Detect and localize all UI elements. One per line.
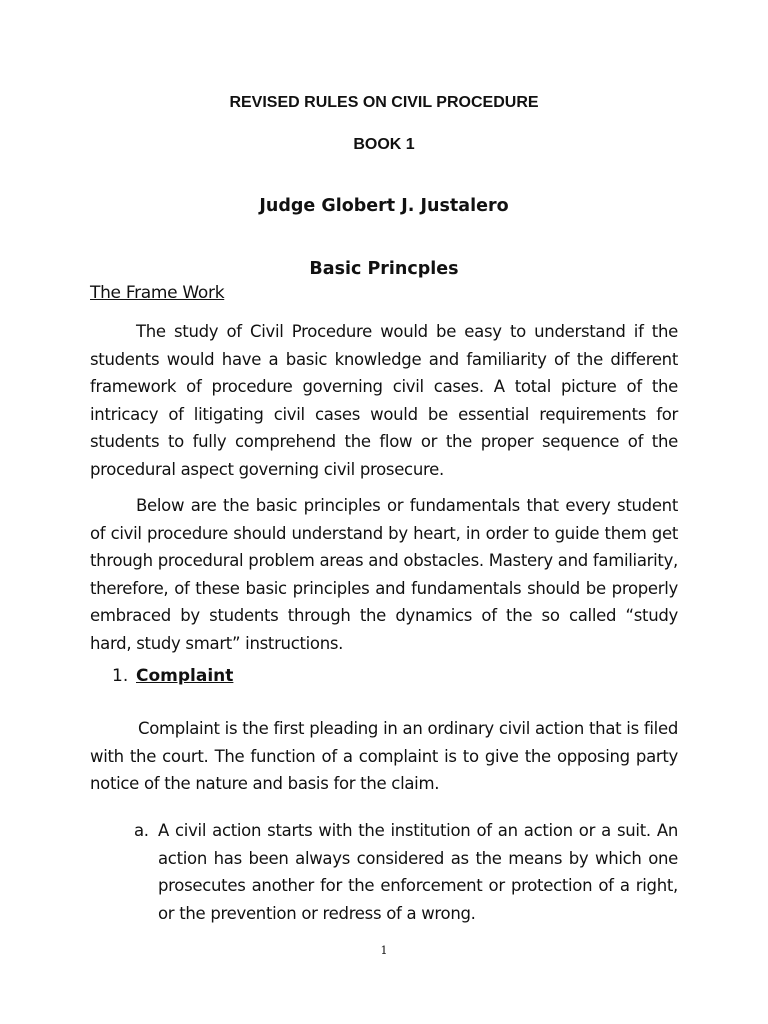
document-title: REVISED RULES ON CIVIL PROCEDURE	[229, 94, 539, 111]
subheading-frame-work: The Frame Work	[90, 283, 225, 303]
sub-list-item	[134, 817, 678, 927]
list-number: 1.	[112, 666, 129, 686]
paragraph-intro: The study of Civil Procedure would be easy to understand if the students would have a basic knowledge and familiarity of the different framework of procedure governing civil cases. A total picture of the intricacy of litigating civil cases would be essential requirements for students to fully comprehend the flow or the proper sequence of the procedural aspect governing civil prosecure.	[90, 322, 678, 479]
page-number: 1	[380, 944, 388, 957]
paragraph-complaint: Complaint is the first pleading in an ordinary civil action that is filed with the court. The function of a complaint is to give the opposing party notice of the nature and basis for the claim.	[90, 719, 678, 793]
list-item-complaint	[112, 666, 233, 686]
author-name: Judge Globert J. Justalero	[259, 196, 509, 216]
list-label: Complaint	[136, 666, 234, 686]
sub-list-marker: a.	[134, 821, 149, 840]
paragraph-principles: Below are the basic principles or fundamentals that every student of civil procedure should understand by heart, in order to guide them get through procedural problem areas and obstacles. Mastery and familiarity, therefore, of these basic principles and fundamentals should be properly embraced by students through the dynamics of the so called “study hard, study smart” instructions.	[90, 496, 678, 653]
book-label: BOOK 1	[353, 136, 415, 153]
section-title: Basic Princples	[309, 259, 459, 279]
sub-list-text: A civil action starts with the institution of an action or a suit. An action has been always considered as the means by which one prosecutes another for the enforcement or protection of a right, or the prevention or redress of a wrong.	[158, 821, 678, 923]
